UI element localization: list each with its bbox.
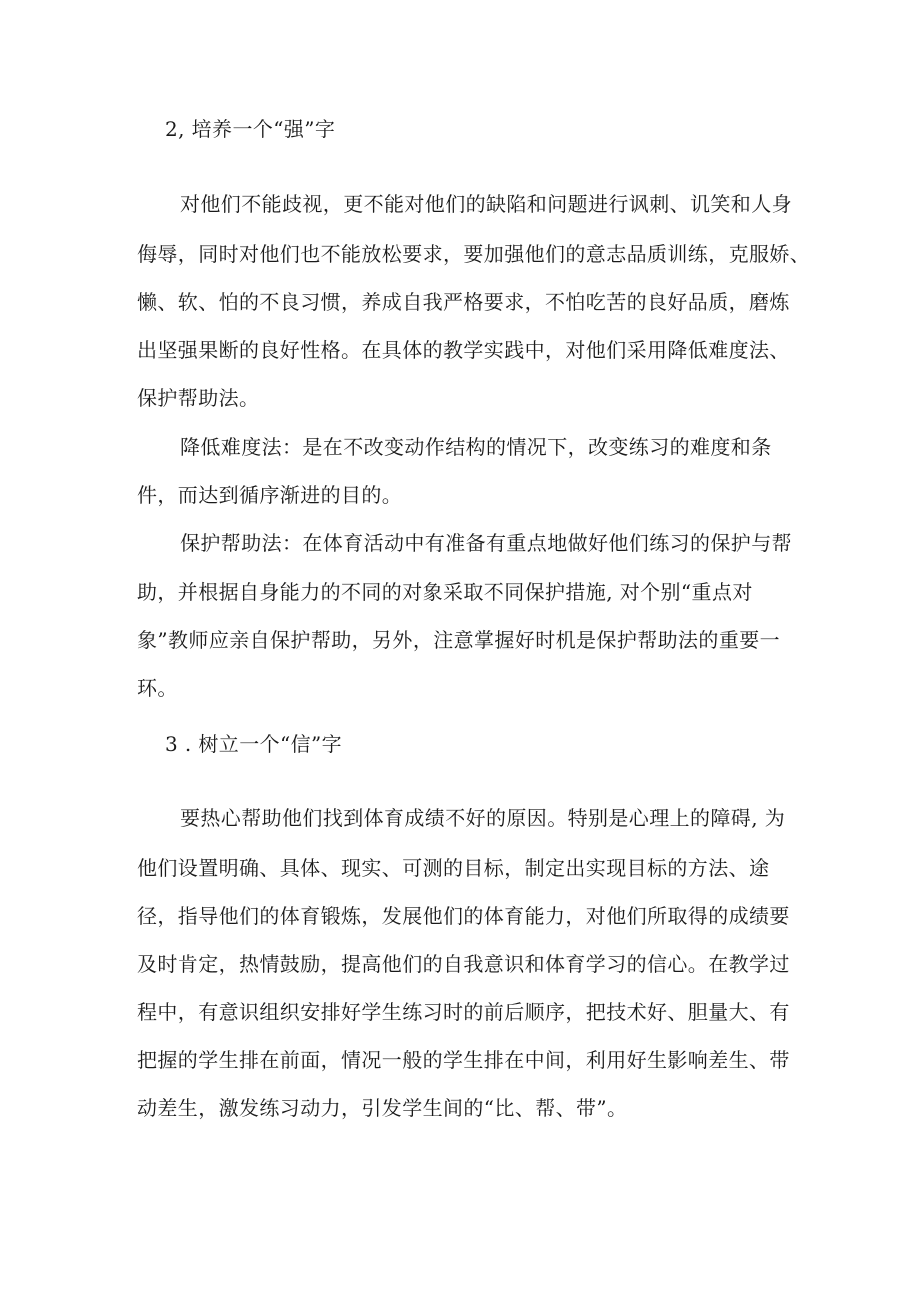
paragraph-line: 对他们不能歧视，更不能对他们的缺陷和问题进行讽刺、讥笑和人身 bbox=[180, 192, 792, 216]
paragraph-line: 保护帮助法。 bbox=[137, 386, 260, 410]
paragraph-line: 保护帮助法：在体育活动中有准备有重点地做好他们练习的保护与帮 bbox=[180, 531, 792, 555]
paragraph-line: 要热心帮助他们找到体育成绩不好的原因。特别是心理上的障碍, 为 bbox=[180, 806, 786, 830]
section-heading-3: 3 . 树立一个“信”字 bbox=[165, 732, 343, 756]
paragraph-line: 侮辱，同时对他们也不能放松要求，要加强他们的意志品质训练，克服娇、 bbox=[137, 242, 811, 266]
paragraph-line: 把握的学生排在前面，情况一般的学生排在中间，利用好生影响差生、带 bbox=[137, 1048, 790, 1072]
paragraph-line: 助，并根据自身能力的不同的对象采取不同保护措施, 对个别“重点对 bbox=[137, 580, 753, 604]
section-heading-2: 2, 培养一个“强”字 bbox=[165, 117, 336, 141]
paragraph-line: 及时肯定，热情鼓励，提高他们的自我意识和体育学习的信心。在教学过 bbox=[137, 952, 790, 976]
paragraph-line: 程中，有意识组织安排好学生练习时的前后顺序，把技术好、胆量大、有 bbox=[137, 1000, 790, 1024]
paragraph-line: 他们设置明确、具体、现实、可测的目标，制定出实现目标的方法、途 bbox=[137, 856, 770, 880]
paragraph-line: 径，指导他们的体育锻炼，发展他们的体育能力，对他们所取得的成绩要 bbox=[137, 904, 790, 928]
paragraph-line: 出坚强果断的良好性格。在具体的教学实践中，对他们采用降低难度法、 bbox=[137, 338, 790, 362]
paragraph-line: 动差生，激发练习动力，引发学生间的“比、帮、带”。 bbox=[137, 1096, 628, 1120]
paragraph-line: 懒、软、怕的不良习惯，养成自我严格要求，不怕吃苦的良好品质，磨炼 bbox=[137, 290, 790, 314]
paragraph-line: 件，而达到循序渐进的目的。 bbox=[137, 483, 403, 507]
paragraph-line: 象”教师应亲自保护帮助，另外，注意掌握好时机是保护帮助法的重要一 bbox=[137, 628, 781, 652]
paragraph-line: 降低难度法：是在不改变动作结构的情况下，改变练习的难度和条 bbox=[180, 435, 772, 459]
paragraph-line: 环。 bbox=[137, 676, 178, 700]
